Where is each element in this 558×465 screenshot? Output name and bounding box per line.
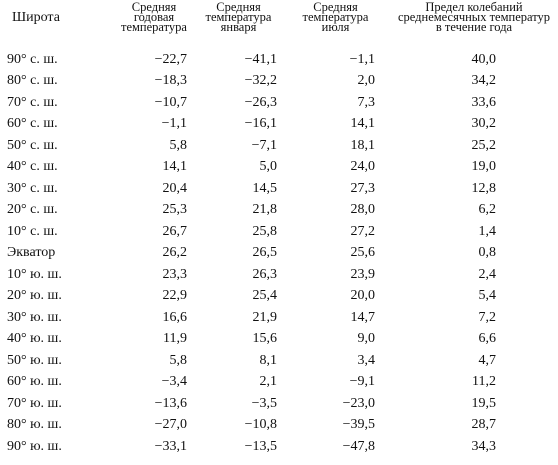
january-temperature-cell: −41,1	[244, 51, 277, 67]
temperature-range-cell: 34,3	[471, 438, 496, 454]
table-body	[4, 49, 556, 458]
temperature-range-cell: 5,4	[478, 288, 496, 304]
july-temperature-cell: 14,7	[350, 309, 375, 325]
annual-temperature-cell: −33,1	[154, 438, 187, 454]
temperature-range-cell: 11,2	[472, 374, 496, 390]
header-annual-temperature: Средняя годовая температура	[121, 0, 187, 34]
latitude-cell: 90° с. ш.	[7, 51, 58, 67]
temperature-range-cell: 6,2	[478, 202, 496, 218]
temperature-range-cell: 28,7	[471, 417, 496, 433]
annual-temperature-cell: −13,6	[154, 395, 187, 411]
january-temperature-cell: −13,5	[244, 438, 277, 454]
january-temperature-cell: 25,8	[252, 223, 277, 239]
latitude-cell: 10° ю. ш.	[7, 266, 62, 282]
temperature-range-cell: 1,4	[478, 223, 496, 239]
header-january-temperature: Средняя температура января	[205, 0, 272, 34]
latitude-cell: 30° ю. ш.	[7, 309, 62, 325]
table-row	[4, 200, 556, 222]
temperature-range-cell: 4,7	[478, 352, 496, 368]
temperature-range-cell: 30,2	[471, 116, 496, 132]
table-row	[4, 243, 556, 265]
january-temperature-cell: 25,4	[252, 288, 277, 304]
july-temperature-cell: 23,9	[350, 266, 375, 282]
temperature-range-cell: 7,2	[478, 309, 496, 325]
latitude-cell: Экватор	[7, 245, 56, 261]
table-row	[4, 71, 556, 93]
annual-temperature-cell: 26,7	[162, 223, 187, 239]
january-temperature-cell: 21,8	[252, 202, 277, 218]
table-row	[4, 157, 556, 179]
january-temperature-cell: 15,6	[252, 331, 277, 347]
annual-temperature-cell: 23,3	[162, 266, 187, 282]
table-row	[4, 92, 556, 114]
july-temperature-cell: 25,6	[350, 245, 375, 261]
table-row	[4, 372, 556, 394]
july-temperature-cell: 2,0	[357, 73, 375, 89]
table-row	[4, 329, 556, 351]
table-row	[4, 436, 556, 458]
january-temperature-cell: 21,9	[252, 309, 277, 325]
temperature-range-cell: 34,2	[471, 73, 496, 89]
july-temperature-cell: −39,5	[342, 417, 375, 433]
latitude-cell: 80° ю. ш.	[7, 417, 62, 433]
january-temperature-cell: 5,0	[259, 159, 277, 175]
annual-temperature-cell: 26,2	[162, 245, 187, 261]
july-temperature-cell: 28,0	[350, 202, 375, 218]
january-temperature-cell: −26,3	[244, 94, 277, 110]
annual-temperature-cell: 5,8	[169, 352, 187, 368]
july-temperature-cell: 24,0	[350, 159, 375, 175]
annual-temperature-cell: 5,8	[169, 137, 187, 153]
january-temperature-cell: 26,3	[252, 266, 277, 282]
annual-temperature-cell: −18,3	[154, 73, 187, 89]
header-latitude: Широта	[12, 10, 60, 25]
latitude-cell: 10° с. ш.	[7, 223, 58, 239]
temperature-range-cell: 19,0	[471, 159, 496, 175]
january-temperature-cell: −7,1	[251, 137, 277, 153]
table-row	[4, 221, 556, 243]
temperature-range-cell: 33,6	[471, 94, 496, 110]
annual-temperature-cell: 14,1	[162, 159, 187, 175]
annual-temperature-cell: −3,4	[161, 374, 187, 390]
temperature-range-cell: 25,2	[471, 137, 496, 153]
july-temperature-cell: 3,4	[357, 352, 375, 368]
temperature-range-cell: 2,4	[478, 266, 496, 282]
table-header	[4, 0, 556, 49]
latitude-cell: 20° с. ш.	[7, 202, 58, 218]
july-temperature-cell: 27,2	[350, 223, 375, 239]
latitude-cell: 50° ю. ш.	[7, 352, 62, 368]
july-temperature-cell: 18,1	[350, 137, 375, 153]
july-temperature-cell: −1,1	[349, 51, 375, 67]
latitude-cell: 40° с. ш.	[7, 159, 58, 175]
july-temperature-cell: −9,1	[349, 374, 375, 390]
annual-temperature-cell: 20,4	[162, 180, 187, 196]
latitude-cell: 80° с. ш.	[7, 73, 58, 89]
latitude-cell: 40° ю. ш.	[7, 331, 62, 347]
annual-temperature-cell: −27,0	[154, 417, 187, 433]
latitude-cell: 50° с. ш.	[7, 137, 58, 153]
january-temperature-cell: 26,5	[252, 245, 277, 261]
january-temperature-cell: 2,1	[259, 374, 277, 390]
header-july-temperature: Средняя температура июля	[302, 0, 369, 34]
table-row	[4, 286, 556, 308]
latitude-cell: 60° с. ш.	[7, 116, 58, 132]
july-temperature-cell: 20,0	[350, 288, 375, 304]
temperature-range-cell: 12,8	[471, 180, 496, 196]
july-temperature-cell: 27,3	[350, 180, 375, 196]
annual-temperature-cell: −10,7	[154, 94, 187, 110]
temperature-range-cell: 40,0	[471, 51, 496, 67]
annual-temperature-cell: 16,6	[162, 309, 187, 325]
january-temperature-cell: 14,5	[252, 180, 277, 196]
table-row	[4, 307, 556, 329]
temperature-table	[4, 0, 556, 458]
annual-temperature-cell: −1,1	[161, 116, 187, 132]
table-row	[4, 264, 556, 286]
july-temperature-cell: −23,0	[342, 395, 375, 411]
annual-temperature-cell: 25,3	[162, 202, 187, 218]
temperature-range-cell: 6,6	[478, 331, 496, 347]
latitude-cell: 60° ю. ш.	[7, 374, 62, 390]
latitude-cell: 70° ю. ш.	[7, 395, 62, 411]
latitude-cell: 30° с. ш.	[7, 180, 58, 196]
header-temperature-range: Предел колебаний среднемесячных температур в течение года	[397, 0, 551, 34]
january-temperature-cell: 8,1	[259, 352, 277, 368]
july-temperature-cell: 9,0	[357, 331, 375, 347]
table-row	[4, 49, 556, 71]
latitude-cell: 70° с. ш.	[7, 94, 58, 110]
latitude-cell: 20° ю. ш.	[7, 288, 62, 304]
annual-temperature-cell: −22,7	[154, 51, 187, 67]
latitude-cell: 90° ю. ш.	[7, 438, 62, 454]
table-row	[4, 350, 556, 372]
july-temperature-cell: −47,8	[342, 438, 375, 454]
january-temperature-cell: −16,1	[244, 116, 277, 132]
table-row	[4, 114, 556, 136]
annual-temperature-cell: 11,9	[163, 331, 187, 347]
table-row	[4, 393, 556, 415]
july-temperature-cell: 7,3	[357, 94, 375, 110]
table-row	[4, 178, 556, 200]
temperature-range-cell: 0,8	[478, 245, 496, 261]
january-temperature-cell: −10,8	[244, 417, 277, 433]
january-temperature-cell: −32,2	[244, 73, 277, 89]
january-temperature-cell: −3,5	[251, 395, 277, 411]
table-row	[4, 135, 556, 157]
july-temperature-cell: 14,1	[350, 116, 375, 132]
temperature-range-cell: 19,5	[471, 395, 496, 411]
annual-temperature-cell: 22,9	[162, 288, 187, 304]
table-row	[4, 415, 556, 437]
